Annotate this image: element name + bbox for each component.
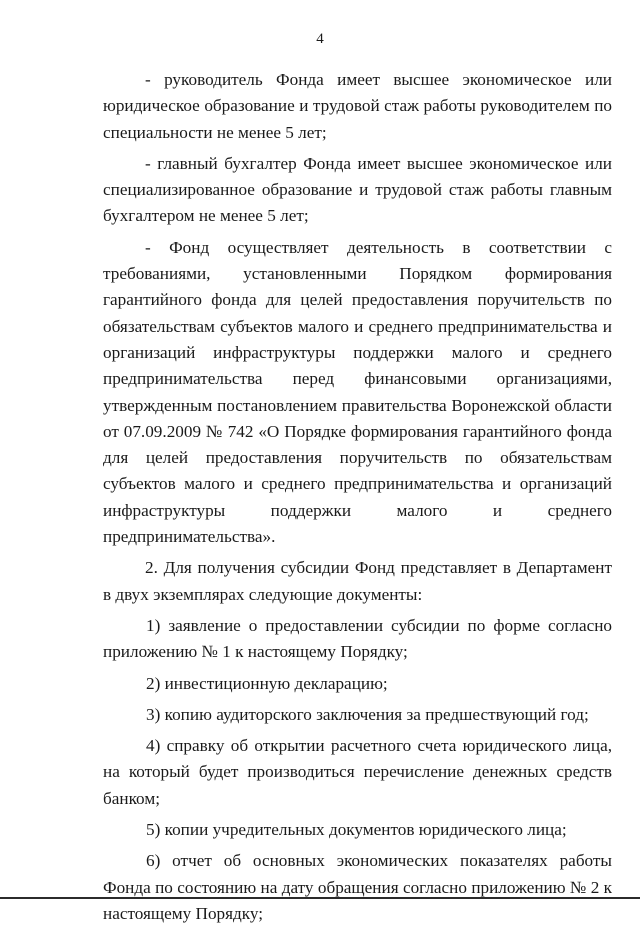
list-item-2-declaration: 2) инвестиционную декларацию; bbox=[146, 673, 388, 693]
list-item-1-application: 1) заявление о предоставлении субсидии по форме согласно приложению № 1 к настоящему Порядку; bbox=[103, 615, 612, 662]
list-item-6-economic-report: 6) отчет об основных экономических показателях работы Фонда по состоянию на дату обращения согласно приложению № 2 к настоящему Порядку; bbox=[103, 851, 612, 923]
list-item-5-founding-documents: 5) копии учредительных документов юридического лица; bbox=[146, 820, 567, 840]
list-item-3-audit-copy: 3) копию аудиторского заключения за предшествующий год; bbox=[146, 704, 589, 724]
page-number: 4 bbox=[316, 31, 324, 47]
paragraph-requirement-director: - руководитель Фонда имеет высшее экономическое или юридическое образование и трудовой стаж работы руководителем по специальности не менее 5 лет; bbox=[103, 70, 612, 142]
scan-edge-line bbox=[0, 897, 640, 899]
list-item-4-bank-certificate: 4) справку об открытии расчетного счета юридического лица, на который будет производиться перечисление денежных средств банком; bbox=[103, 736, 612, 808]
paragraph-requirement-accountant: - главный бухгалтер Фонда имеет высшее экономическое или специализированное образование и трудовой стаж работы главным бухгалтером не менее 5 лет; bbox=[103, 153, 612, 226]
paragraph-requirement-fund-activity: - Фонд осуществляет деятельность в соответствии с требованиями, установленными Порядком формирования гарантийного фонда для целей предоставления поручительств по обязательствам субъектов малого и среднего предпринимательства и организаций инфраструктуры поддержки малого и среднего предпринимательства перед финансовыми организациями, утвержденным постановлением правительства Воронежской области от 07.09.2009 № 742 «О Порядке формирования гарантийного фонда для целей предоставления поручительств по обязательствам субъектов малого и среднего предпринимательства и организаций инфраструктуры поддержки малого и среднего предпринимательства». bbox=[103, 237, 612, 547]
document-body bbox=[103, 67, 612, 932]
paragraph-section-2: 2. Для получения субсидии Фонд представляет в Департамент в двух экземплярах следующие документы: bbox=[103, 558, 612, 604]
